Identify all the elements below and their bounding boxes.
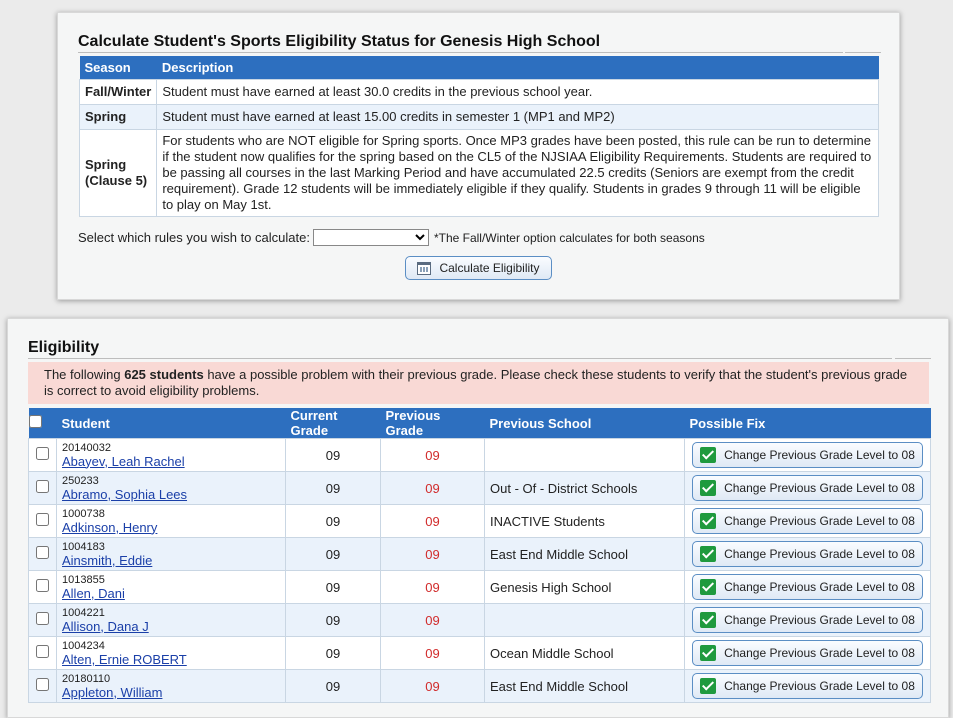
rule-select-row: [78, 229, 705, 246]
rule-description: Student must have earned at least 15.00 credits in semester 1 (MP1 and MP2): [157, 104, 879, 129]
row-checkbox-cell: [29, 505, 57, 538]
student-cell: [57, 472, 286, 505]
calculate-button-label: Calculate Eligibility: [439, 261, 540, 275]
change-grade-button[interactable]: [692, 541, 923, 567]
student-name-link[interactable]: Alten, Ernie ROBERT: [62, 651, 187, 667]
check-icon: [700, 513, 716, 529]
previous-grade: 09: [381, 571, 485, 604]
student-name-link[interactable]: Abramo, Sophia Lees: [62, 486, 188, 502]
row-checkbox[interactable]: [36, 612, 49, 625]
possible-fix-cell: [685, 505, 931, 538]
row-checkbox[interactable]: [36, 579, 49, 592]
rule-note: *The Fall/Winter option calculates for both seasons: [433, 230, 705, 245]
previous-school-header: Previous School: [485, 408, 685, 439]
rule-row: [80, 104, 879, 129]
student-cell: [57, 670, 286, 703]
possible-fix-cell: [685, 571, 931, 604]
student-name-link[interactable]: Adkinson, Henry: [62, 519, 158, 535]
alert-suffix: have a possible problem with their previous grade. Please check these students to verify that the student's previous grade is correct to avoid eligibility problems.: [44, 367, 908, 398]
current-grade: 09: [286, 505, 381, 538]
student-cell: [57, 604, 286, 637]
previous-school: [485, 604, 685, 637]
row-checkbox-cell: [29, 604, 57, 637]
previous-grade-alert: [28, 362, 929, 404]
change-grade-button[interactable]: [692, 673, 923, 699]
row-checkbox-cell: [29, 472, 57, 505]
student-header: Student: [57, 408, 286, 439]
row-checkbox-cell: [29, 637, 57, 670]
previous-school: Genesis High School: [485, 571, 685, 604]
change-grade-label: Change Previous Grade Level to 08: [724, 646, 915, 660]
change-grade-button[interactable]: [692, 607, 923, 633]
student-id: 1004221: [62, 606, 105, 619]
student-table: [28, 408, 931, 703]
possible-fix-cell: [685, 670, 931, 703]
table-row: [29, 439, 931, 472]
previous-grade: 09: [381, 505, 485, 538]
rule-season: Fall/Winter: [80, 79, 157, 104]
change-grade-button[interactable]: [692, 475, 923, 501]
student-cell: [57, 637, 286, 670]
table-row: [29, 637, 931, 670]
previous-grade: 09: [381, 439, 485, 472]
current-grade: 09: [286, 670, 381, 703]
table-row: [29, 604, 931, 637]
row-checkbox[interactable]: [36, 678, 49, 691]
student-name-link[interactable]: Ainsmith, Eddie: [62, 552, 153, 568]
row-checkbox[interactable]: [36, 447, 49, 460]
change-grade-label: Change Previous Grade Level to 08: [724, 580, 915, 594]
rule-description: Student must have earned at least 30.0 credits in the previous school year.: [157, 79, 879, 104]
check-icon: [700, 447, 716, 463]
table-row: [29, 538, 931, 571]
student-name-link[interactable]: Allen, Dani: [62, 585, 125, 601]
previous-grade: 09: [381, 670, 485, 703]
change-grade-label: Change Previous Grade Level to 08: [724, 613, 915, 627]
row-checkbox-cell: [29, 670, 57, 703]
select-all-cell: [29, 408, 57, 439]
current-grade: 09: [286, 571, 381, 604]
rule-row: [80, 79, 879, 104]
current-grade: 09: [286, 604, 381, 637]
possible-fix-header: Possible Fix: [685, 408, 931, 439]
student-name-link[interactable]: Allison, Dana J: [62, 618, 149, 634]
change-grade-label: Change Previous Grade Level to 08: [724, 448, 915, 462]
change-grade-button[interactable]: [692, 442, 923, 468]
rule-select[interactable]: [313, 229, 429, 246]
previous-grade-header: Previous Grade: [381, 408, 485, 439]
rule-select-label: Select which rules you wish to calculate:: [78, 230, 310, 245]
student-name-link[interactable]: Appleton, William: [62, 684, 163, 700]
previous-school: East End Middle School: [485, 538, 685, 571]
current-grade: 09: [286, 439, 381, 472]
previous-school: INACTIVE Students: [485, 505, 685, 538]
possible-fix-cell: [685, 538, 931, 571]
row-checkbox-cell: [29, 571, 57, 604]
current-grade-header: Current Grade: [286, 408, 381, 439]
row-checkbox[interactable]: [36, 513, 49, 526]
row-checkbox[interactable]: [36, 546, 49, 559]
rule-season-line: Spring: [85, 156, 127, 172]
possible-fix-cell: [685, 472, 931, 505]
previous-grade: 09: [381, 604, 485, 637]
student-cell: [57, 439, 286, 472]
check-icon: [700, 480, 716, 496]
change-grade-label: Change Previous Grade Level to 08: [724, 547, 915, 561]
row-checkbox-cell: [29, 538, 57, 571]
current-grade: 09: [286, 637, 381, 670]
calculate-eligibility-button[interactable]: [405, 256, 552, 280]
previous-school: Out - Of - District Schools: [485, 472, 685, 505]
table-row: [29, 670, 931, 703]
eligibility-title: Eligibility: [28, 339, 892, 359]
rule-description: For students who are NOT eligible for Spring sports. Once MP3 grades have been posted, this rule can be run to determine if the student now qualifies for the spring based on the CL5 of the NJSIAA Eligibility Requirements. Students are required to be passing all courses in the last Marking Period and have accumulated 22.5 credits (Seniors are exempt from the credit requirement). Grade 12 students will be immediately eligible if they qualify. Students in grades 9 through 11 will be eligible to play on May 1st.: [157, 129, 879, 216]
student-cell: [57, 571, 286, 604]
change-grade-button[interactable]: [692, 640, 923, 666]
change-grade-button[interactable]: [692, 508, 923, 534]
change-grade-label: Change Previous Grade Level to 08: [724, 679, 915, 693]
check-icon: [700, 546, 716, 562]
eligibility-panel: [7, 318, 949, 718]
change-grade-button[interactable]: [692, 574, 923, 600]
previous-grade: 09: [381, 637, 485, 670]
description-header: Description: [157, 56, 879, 79]
previous-school: [485, 439, 685, 472]
student-id: 1004234: [62, 639, 105, 652]
possible-fix-cell: [685, 604, 931, 637]
change-grade-label: Change Previous Grade Level to 08: [724, 514, 915, 528]
alert-prefix: The following: [44, 367, 125, 382]
rule-season: [80, 129, 157, 216]
possible-fix-cell: [685, 439, 931, 472]
current-grade: 09: [286, 538, 381, 571]
calendar-icon: [417, 262, 431, 275]
title-underline: [845, 52, 881, 53]
row-checkbox[interactable]: [36, 480, 49, 493]
previous-school: East End Middle School: [485, 670, 685, 703]
check-icon: [700, 612, 716, 628]
check-icon: [700, 579, 716, 595]
rule-season-line: (Clause 5): [85, 172, 148, 188]
row-checkbox-cell: [29, 439, 57, 472]
calculate-title: Calculate Student's Sports Eligibility Status for Genesis High School: [78, 33, 843, 53]
student-id: 1000738: [62, 507, 105, 520]
table-row: [29, 472, 931, 505]
alert-count: 625 students: [124, 367, 204, 382]
student-id: 20140032: [62, 441, 111, 454]
previous-school: Ocean Middle School: [485, 637, 685, 670]
student-cell: [57, 505, 286, 538]
row-checkbox[interactable]: [36, 645, 49, 658]
table-row: [29, 505, 931, 538]
season-header: Season: [80, 56, 157, 79]
possible-fix-cell: [685, 637, 931, 670]
check-icon: [700, 678, 716, 694]
calculate-panel: [57, 12, 900, 300]
student-name-link[interactable]: Abayev, Leah Rachel: [62, 453, 185, 469]
check-icon: [700, 645, 716, 661]
rule-season: Spring: [80, 104, 157, 129]
select-all-checkbox[interactable]: [29, 415, 42, 428]
title-underline: [895, 358, 931, 359]
student-id: 250233: [62, 474, 99, 487]
student-cell: [57, 538, 286, 571]
previous-grade: 09: [381, 538, 485, 571]
student-id: 1013855: [62, 573, 105, 586]
student-id: 1004183: [62, 540, 105, 553]
change-grade-label: Change Previous Grade Level to 08: [724, 481, 915, 495]
rules-table: [79, 56, 879, 217]
table-row: [29, 571, 931, 604]
previous-grade: 09: [381, 472, 485, 505]
student-id: 20180110: [62, 672, 111, 685]
rule-row: [80, 129, 879, 216]
current-grade: 09: [286, 472, 381, 505]
